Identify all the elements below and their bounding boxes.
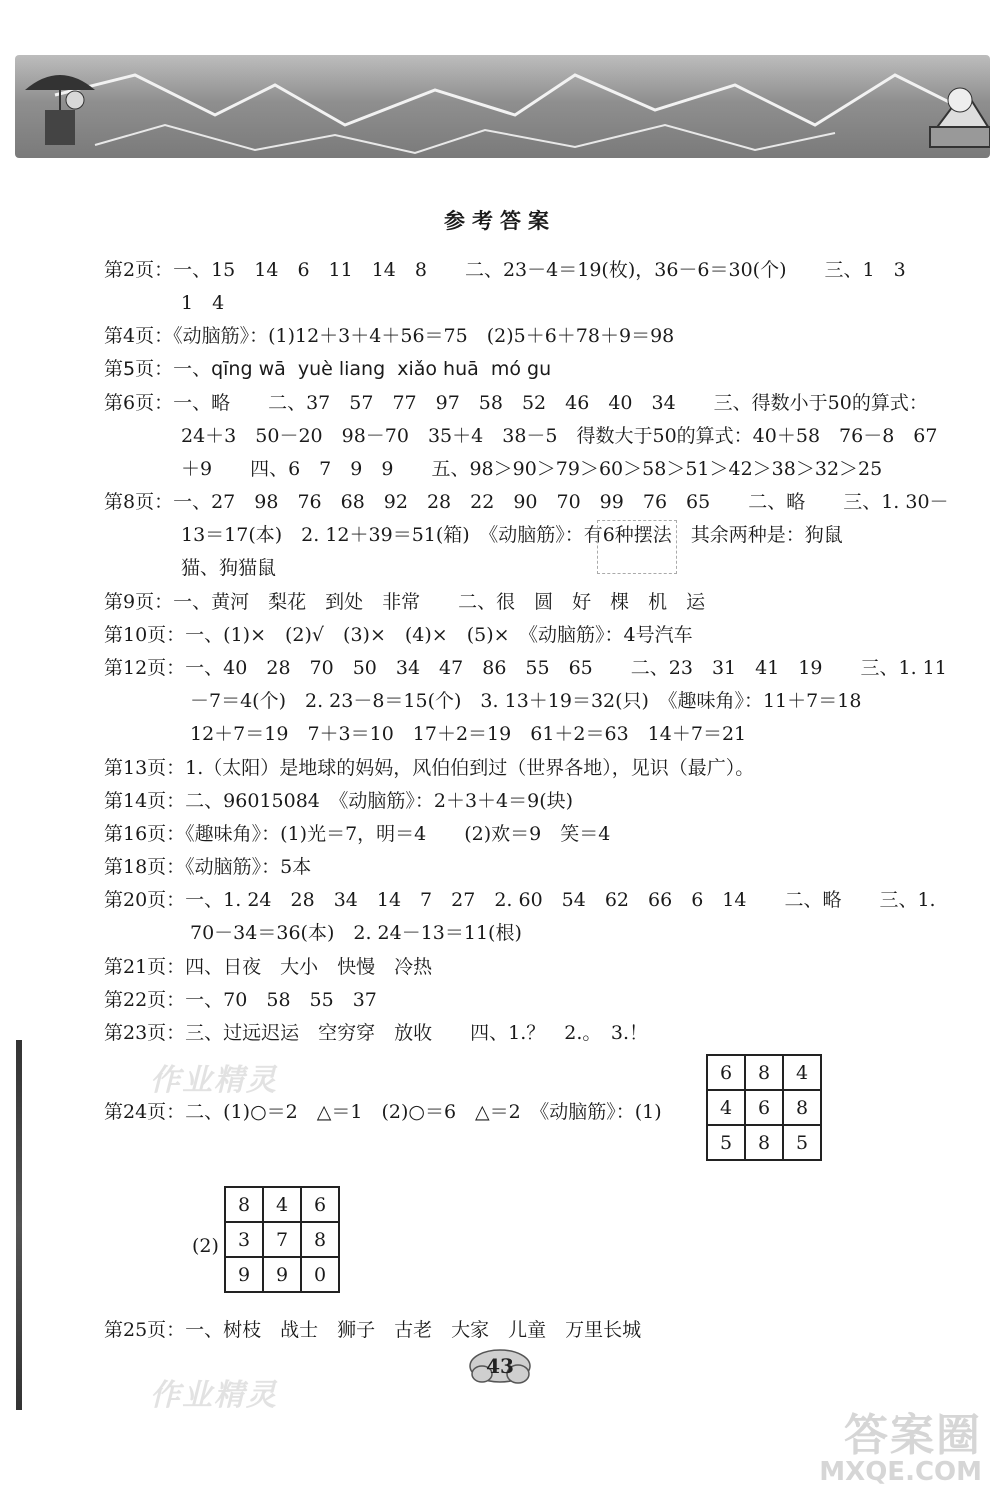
answer-line: 24＋3 50－20 98－70 35＋4 38－5 得数大于50的算式：40＋58 76－8 67 — [181, 425, 938, 447]
grid-cell: 9 — [225, 1257, 263, 1292]
stamp-mark — [597, 520, 677, 574]
answer-line: 第14页：二、96015084 《动脑筋》：2＋3＋4＝9(块) — [104, 790, 574, 812]
answer-grid-2 — [224, 1186, 340, 1293]
grid-cell: 4 — [783, 1055, 821, 1090]
grid-cell: 8 — [225, 1187, 263, 1222]
answer-line: 70－34＝36(本) 2. 24－13＝11(根) — [190, 922, 522, 944]
answer-grid-1 — [706, 1054, 822, 1161]
banner-art — [15, 55, 990, 158]
grid-cell: 8 — [745, 1055, 783, 1090]
answer-line: 第10页：一、(1)× (2)√ (3)× (4)× (5)× 《动脑筋》：4号汽车 — [104, 624, 693, 646]
grid-cell: 6 — [301, 1187, 339, 1222]
grid-cell: 7 — [263, 1222, 301, 1257]
grid-cell: 6 — [745, 1090, 783, 1125]
answer-line: 第8页：一、27 98 76 68 92 28 22 90 70 99 76 65 二、略 三、1. 30－ — [104, 491, 949, 513]
grid-cell: 8 — [745, 1125, 783, 1160]
grid-cell: 6 — [707, 1055, 745, 1090]
answer-line: 第2页：一、15 14 6 11 14 8 二、23－4＝19(枚)，36－6＝30(个) 三、1 3 — [104, 259, 906, 281]
answer-line: 第12页：一、40 28 70 50 34 47 86 55 65 二、23 31 41 19 三、1. 11 — [104, 657, 947, 679]
umbrella-man-icon — [25, 75, 95, 145]
grid-cell: 5 — [783, 1125, 821, 1160]
page-title: 参考答案 — [444, 208, 556, 233]
binding-edge — [16, 1040, 22, 1410]
grid-2-label: (2) — [192, 1235, 219, 1257]
corner-url: MXQE.COM — [819, 1457, 982, 1487]
answer-line: 12＋7＝19 7＋3＝10 17＋2＝19 61＋2＝63 14＋7＝21 — [190, 723, 747, 745]
answer-line: 第24页：二、(1)○＝2 △＝1 (2)○＝6 △＝2 《动脑筋》：(1) — [104, 1101, 662, 1123]
answer-line: 第6页：一、略 二、37 57 77 97 58 52 46 40 34 三、得数小于50的算式： — [104, 392, 928, 414]
answer-line: 第4页：《动脑筋》：(1)12＋3＋4＋56＝75 (2)5＋6＋78＋9＝98 — [104, 325, 675, 347]
answer-line: 第9页：一、黄河 梨花 到处 非常 二、很 圆 好 棵 机 运 — [104, 591, 706, 613]
watermark: 作业精灵 — [150, 1063, 278, 1098]
answer-line: 第22页：一、70 58 55 37 — [104, 989, 377, 1011]
answer-line: 第13页：1.（太阳）是地球的妈妈，风伯伯到过（世界各地），见识（最广）。 — [104, 757, 755, 779]
answer-line: 第25页：一、树枝 战士 狮子 古老 大家 儿童 万里长城 — [104, 1319, 642, 1341]
answer-line: 第20页：一、1. 24 28 34 14 7 27 2. 60 54 62 66 6 14 二、略 三、1. — [104, 889, 936, 911]
answer-line: ＋9 四、6 7 9 9 五、98＞90＞79＞60＞58＞51＞42＞38＞32＞25 — [181, 458, 883, 480]
answer-line: 第18页：《动脑筋》：5本 — [104, 856, 312, 878]
grid-cell: 4 — [263, 1187, 301, 1222]
grid-cell: 8 — [301, 1222, 339, 1257]
answer-line: 1 4 — [181, 292, 225, 314]
answer-line: 第21页：四、日夜 大小 快慢 冷热 — [104, 956, 433, 978]
answer-line: －7＝4(个) 2. 23－8＝15(个) 3. 13＋19＝32(只) 《趣味角》：11＋7＝18 — [190, 690, 862, 712]
grid-cell: 5 — [707, 1125, 745, 1160]
answer-line: 第23页：三、过远迟运 空穷穿 放收 四、1.？ 2.。 3.！ — [104, 1022, 649, 1044]
corner-logo: 答案圈 — [844, 1410, 982, 1461]
grid-cell: 8 — [783, 1090, 821, 1125]
watermark: 作业精灵 — [150, 1378, 278, 1413]
answer-line: 第16页：《趣味角》：(1)光＝7，明＝4 (2)欢＝9 笑＝4 — [104, 823, 611, 845]
grid-cell: 3 — [225, 1222, 263, 1257]
answer-line: 猫、狗猫鼠 — [181, 557, 277, 579]
grid-cell: 0 — [301, 1257, 339, 1292]
answer-line: 第5页：一、qīng wā yuè liang xiǎo huā mó gu — [104, 358, 552, 380]
page-number-badge — [468, 1344, 532, 1388]
page-number: 43 — [486, 1354, 514, 1378]
grid-cell: 4 — [707, 1090, 745, 1125]
answer-line: 13＝17(本) 2. 12＋39＝51(箱) 《动脑筋》：有6种摆法 其余两种是：狗鼠 — [181, 524, 843, 546]
grid-cell: 9 — [263, 1257, 301, 1292]
header-banner — [15, 55, 990, 158]
